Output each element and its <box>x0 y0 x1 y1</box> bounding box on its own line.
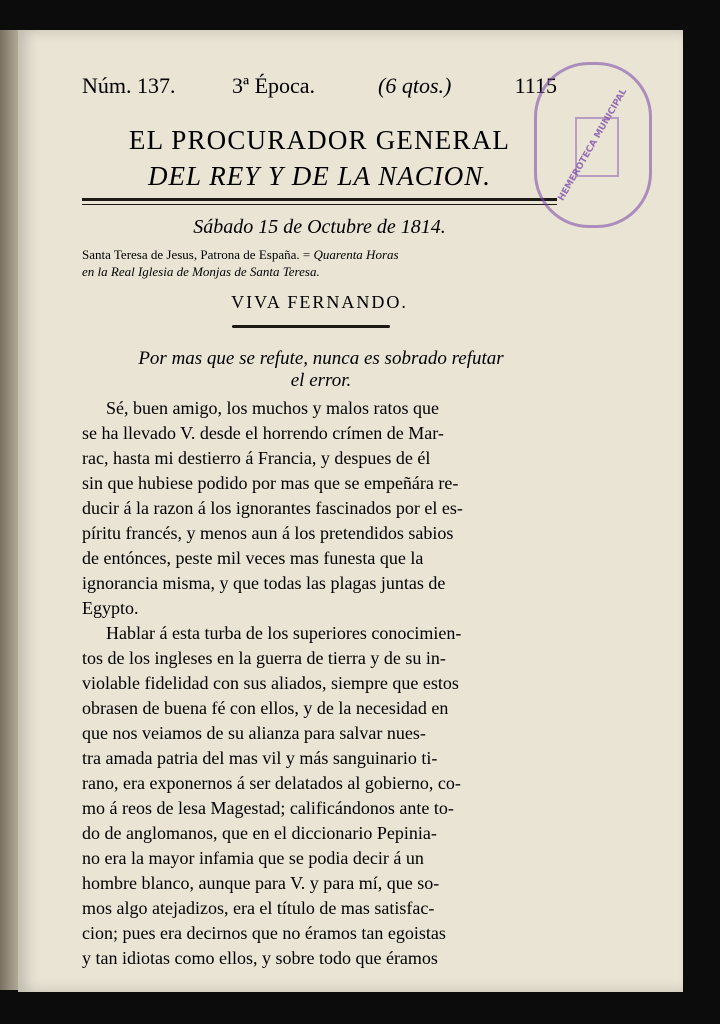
body-line: ducir á la razon á los ignorantes fascinados por el es- <box>82 498 463 518</box>
page-content <box>18 0 683 1024</box>
body-line: tra amada patria del mas vil y más sanguinario ti- <box>82 748 438 768</box>
issue-header <box>82 72 557 100</box>
body-line: de entónces, peste mil veces mas funesta que la <box>82 548 424 568</box>
body-line: mo á reos de lesa Magestad; calificándonos ante to- <box>82 798 454 818</box>
saint-line-2: en la Real Iglesia de Monjas de Santa Teresa. <box>82 264 320 279</box>
body-line: y tan idiotas como ellos, y sobre todo que éramos <box>82 948 438 968</box>
body-line: ignorancia misma, y que todas las plagas juntas de <box>82 573 446 593</box>
stamp-text: HEMEROTECA MUNICIPAL <box>556 87 630 203</box>
title-rule-thick <box>82 198 557 201</box>
article-motto <box>82 348 560 392</box>
issue-quantity: (6 qtos.) <box>378 73 452 98</box>
body-line: se ha llevado V. desde el horrendo crímen de Mar- <box>82 423 444 443</box>
saint-line-1: Santa Teresa de Jesus, Patrona de España. = <box>82 247 314 262</box>
motto-line-2: el error. <box>290 370 352 391</box>
issue-epoch: 3ª Época. <box>232 73 316 98</box>
newspaper-title: EL PROCURADOR GENERAL <box>128 125 511 155</box>
viva-heading: VIVA FERNANDO. <box>231 292 408 312</box>
motto-line-1: Por mas que se refute, nunca es sobrado refutar <box>138 348 504 369</box>
body-line: sin que hubiese podido por mas que se empeñára re- <box>82 473 459 493</box>
body-line: Egypto. <box>82 598 139 618</box>
saint-line-1-italic: Quarenta Horas <box>313 247 399 262</box>
page-number: 1115 <box>514 73 557 98</box>
body-line: violable fidelidad con sus aliados, siempre que estos <box>82 673 459 693</box>
library-stamp <box>534 62 652 228</box>
saint-of-day <box>82 246 560 280</box>
body-line: obrasen de buena fé con ellos, y de la necesidad en <box>82 698 449 718</box>
title-rule-thin <box>82 204 557 205</box>
body-line: píritu francés, y menos aun á los pretendidos sabios <box>82 523 454 543</box>
issue-date: Sábado 15 de Octubre de 1814. <box>193 216 446 238</box>
body-line: tos de los ingleses en la guerra de tierra y de su in- <box>82 648 446 668</box>
issue-number: Núm. 137. <box>82 73 176 98</box>
body-line: mos algo atejadizos, era el título de mas satisfac- <box>82 898 435 918</box>
body-line: rac, hasta mi destierro á Francia, y despues de él <box>82 448 431 468</box>
ornament-rule <box>232 325 390 328</box>
body-line: Sé, buen amigo, los muchos y malos ratos que <box>106 398 439 418</box>
body-line: cion; pues era decirnos que no éramos tan egoistas <box>82 923 446 943</box>
body-line: hombre blanco, aunque para V. y para mí, que so- <box>82 873 440 893</box>
body-line: que nos veiamos de su alianza para salvar nues- <box>82 723 426 743</box>
body-line: no era la mayor infamia que se podia decir á un <box>82 848 424 868</box>
newspaper-subtitle: DEL REY Y DE LA NACION. <box>147 161 492 191</box>
body-line: Hablar á esta turba de los superiores conocimien- <box>106 623 462 643</box>
body-line: do de anglomanos, que en el diccionario Pepinia- <box>82 823 437 843</box>
body-line: rano, era exponernos á ser delatados al gobierno, co- <box>82 773 461 793</box>
